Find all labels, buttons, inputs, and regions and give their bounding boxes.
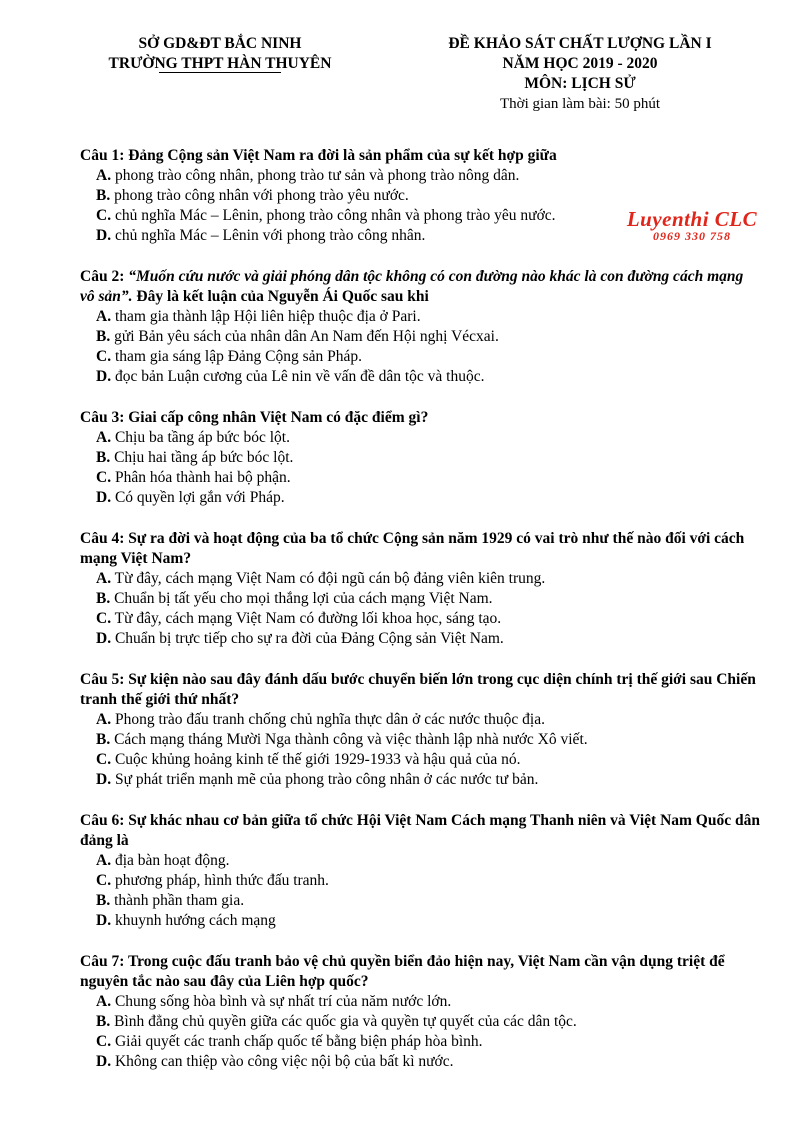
- option-text: Cuộc khủng hoảng kinh tế thế giới 1929-1933 và hậu quả của nó.: [111, 751, 521, 768]
- option-letter: A.: [96, 852, 112, 869]
- option-letter: D.: [96, 630, 112, 647]
- option-letter: A.: [96, 570, 112, 587]
- option-text: Sự phát triển mạnh mẽ của phong trào công nhân ở các nước tư bản.: [111, 771, 539, 788]
- option-letter: C.: [96, 610, 112, 627]
- watermark-brand: Luyenthi CLC: [626, 207, 758, 231]
- option-text: Phân hóa thành hai bộ phận.: [111, 469, 291, 486]
- option-text: Bình đẳng chủ quyền giữa các quốc gia và quyền tự quyết của các dân tộc.: [110, 1013, 577, 1030]
- option-text: Chung sống hòa bình và sự nhất trí của năm nước lớn.: [111, 993, 452, 1010]
- question-5: [80, 670, 760, 790]
- option-text: tham gia sáng lập Đảng Cộng sản Pháp.: [111, 348, 363, 365]
- option-letter: B.: [96, 892, 111, 909]
- option-list: [96, 851, 760, 931]
- option-text: phong trào công nhân, phong trào tư sản và phong trào nông dân.: [111, 167, 520, 184]
- option-c: [96, 347, 760, 367]
- option-b: [96, 1012, 760, 1032]
- exam-title: ĐỀ KHẢO SÁT CHẤT LƯỢNG LẦN I: [448, 35, 712, 52]
- question-stem: Câu 6: Sự khác nhau cơ bản giữa tổ chức Hội Việt Nam Cách mạng Thanh niên và Việt Nam Quốc dân đảng là: [80, 812, 760, 849]
- luyenthi-watermark: [612, 208, 772, 243]
- question-number: Câu 2:: [80, 268, 129, 285]
- option-text: Chuẩn bị tất yếu cho mọi thắng lợi của cách mạng Việt Nam.: [110, 590, 493, 607]
- question-list: [80, 146, 760, 1072]
- question-quote: “Muốn cứu nước và giải phóng dân tộc không có con đường nào khác là con đường cách mạng vô sản”.: [80, 268, 744, 305]
- option-b: [96, 448, 760, 468]
- option-text: gửi Bản yêu sách của nhân dân An Nam đến Hội nghị Vécxai.: [110, 328, 499, 345]
- option-a: [96, 569, 760, 589]
- school-name-text: TRƯỜNG THPT HÀN THUYÊN: [108, 55, 332, 72]
- option-letter: C.: [96, 872, 112, 889]
- watermark-phone: 0969 330 758: [653, 229, 731, 243]
- option-b: [96, 327, 760, 347]
- option-a: [96, 992, 760, 1012]
- question-stem: Câu 1: Đảng Cộng sản Việt Nam ra đời là sản phẩm của sự kết hợp giữa: [80, 147, 557, 164]
- option-list: [96, 992, 760, 1072]
- department-name: SỞ GD&ĐT BẮC NINH: [138, 35, 302, 52]
- option-a: [96, 428, 760, 448]
- option-letter: B.: [96, 328, 111, 345]
- option-letter: D.: [96, 771, 112, 788]
- option-text: khuynh hướng cách mạng: [111, 912, 276, 929]
- option-text: phong trào công nhân với phong trào yêu nước.: [110, 187, 409, 204]
- option-text: Phong trào đấu tranh chống chủ nghĩa thực dân ở các nước thuộc địa.: [111, 711, 545, 728]
- option-letter: C.: [96, 348, 112, 365]
- option-b: [96, 186, 760, 206]
- option-text: phương pháp, hình thức đấu tranh.: [111, 872, 329, 889]
- option-text: Chịu ba tầng áp bức bóc lột.: [111, 429, 290, 446]
- option-text: tham gia thành lập Hội liên hiệp thuộc địa ở Pari.: [111, 308, 421, 325]
- option-list: [96, 569, 760, 649]
- option-text: địa bàn hoạt động.: [111, 852, 230, 869]
- option-letter: B.: [96, 1013, 111, 1030]
- option-text: Cách mạng tháng Mười Nga thành công và việc thành lập nhà nước Xô viết.: [110, 731, 588, 748]
- question-7: [80, 952, 760, 1072]
- option-a: [96, 710, 760, 730]
- option-letter: A.: [96, 429, 112, 446]
- option-a: [96, 851, 760, 871]
- option-b: [96, 730, 760, 750]
- option-letter: A.: [96, 993, 112, 1010]
- question-stem: Câu 3: Giai cấp công nhân Việt Nam có đặc điểm gì?: [80, 409, 429, 426]
- option-text: Từ đây, cách mạng Việt Nam có đội ngũ cán bộ đảng viên kiên trung.: [111, 570, 546, 587]
- option-letter: D.: [96, 368, 112, 385]
- issuer-block: [80, 34, 360, 114]
- option-c: [96, 750, 760, 770]
- option-text: Từ đây, cách mạng Việt Nam có đường lối khoa học, sáng tạo.: [111, 610, 502, 627]
- option-d: [96, 367, 760, 387]
- option-d: [96, 770, 760, 790]
- option-b: [96, 891, 760, 911]
- question-text: Đây là kết luận của Nguyễn Ái Quốc sau khi: [132, 288, 429, 305]
- question-stem: Câu 5: Sự kiện nào sau đây đánh dấu bước chuyển biến lớn trong cục diện chính trị thế giới sau Chiến tranh thế giới thứ nhất?: [80, 671, 756, 708]
- question-6: [80, 811, 760, 931]
- school-year: NĂM HỌC 2019 - 2020: [502, 55, 658, 72]
- option-letter: D.: [96, 912, 112, 929]
- option-text: Không can thiệp vào công việc nội bộ của bất kì nước.: [111, 1053, 454, 1070]
- option-letter: A.: [96, 308, 112, 325]
- option-c: [96, 871, 760, 891]
- option-list: [96, 710, 760, 790]
- question-3: [80, 408, 760, 508]
- option-letter: B.: [96, 590, 111, 607]
- question-4: [80, 529, 760, 649]
- option-d: [96, 911, 760, 931]
- exam-header: [80, 34, 760, 114]
- exam-info-block: [420, 34, 740, 114]
- option-c: [96, 609, 760, 629]
- option-c: [96, 1032, 760, 1052]
- time-limit: Thời gian làm bài: 50 phút: [500, 96, 660, 112]
- school-name-underline: [159, 72, 282, 73]
- option-text: Có quyền lợi gắn với Pháp.: [111, 489, 285, 506]
- option-text: chủ nghĩa Mác – Lênin, phong trào công nhân và phong trào yêu nước.: [111, 207, 556, 224]
- option-list: [96, 307, 760, 387]
- option-letter: C.: [96, 207, 112, 224]
- option-letter: A.: [96, 711, 112, 728]
- option-list: [96, 428, 760, 508]
- option-letter: C.: [96, 751, 112, 768]
- option-text: thành phần tham gia.: [110, 892, 245, 909]
- question-2: [80, 267, 760, 387]
- option-letter: A.: [96, 167, 112, 184]
- question-stem: Câu 7: Trong cuộc đấu tranh bảo vệ chủ quyền biển đảo hiện nay, Việt Nam cần vận dụng triệt để nguyên tắc nào sau đây của Liên hợp quốc?: [80, 953, 725, 990]
- option-d: [96, 629, 760, 649]
- option-d: [96, 488, 760, 508]
- option-text: đọc bản Luận cương của Lê nin về vấn đề dân tộc và thuộc.: [111, 368, 485, 385]
- question-stem: Câu 4: Sự ra đời và hoạt động của ba tổ chức Cộng sản năm 1929 có vai trò như thế nào đối với cách mạng Việt Nam?: [80, 530, 745, 567]
- option-b: [96, 589, 760, 609]
- option-letter: B.: [96, 731, 111, 748]
- option-letter: D.: [96, 1053, 112, 1070]
- option-letter: D.: [96, 489, 112, 506]
- option-a: [96, 307, 760, 327]
- subject: MÔN: LỊCH SỬ: [524, 75, 636, 92]
- option-letter: B.: [96, 449, 111, 466]
- option-d: [96, 1052, 760, 1072]
- question-stem: [80, 267, 760, 307]
- option-text: Chuẩn bị trực tiếp cho sự ra đời của Đảng Cộng sản Việt Nam.: [111, 630, 504, 647]
- option-c: [96, 468, 760, 488]
- option-letter: B.: [96, 187, 111, 204]
- option-letter: C.: [96, 469, 112, 486]
- option-letter: D.: [96, 227, 112, 244]
- option-text: chủ nghĩa Mác – Lênin với phong trào công nhân.: [111, 227, 426, 244]
- option-a: [96, 166, 760, 186]
- option-letter: C.: [96, 1033, 112, 1050]
- school-name: [109, 54, 332, 74]
- option-text: Giải quyết các tranh chấp quốc tế bằng biện pháp hòa bình.: [111, 1033, 483, 1050]
- option-text: Chịu hai tầng áp bức bóc lột.: [110, 449, 294, 466]
